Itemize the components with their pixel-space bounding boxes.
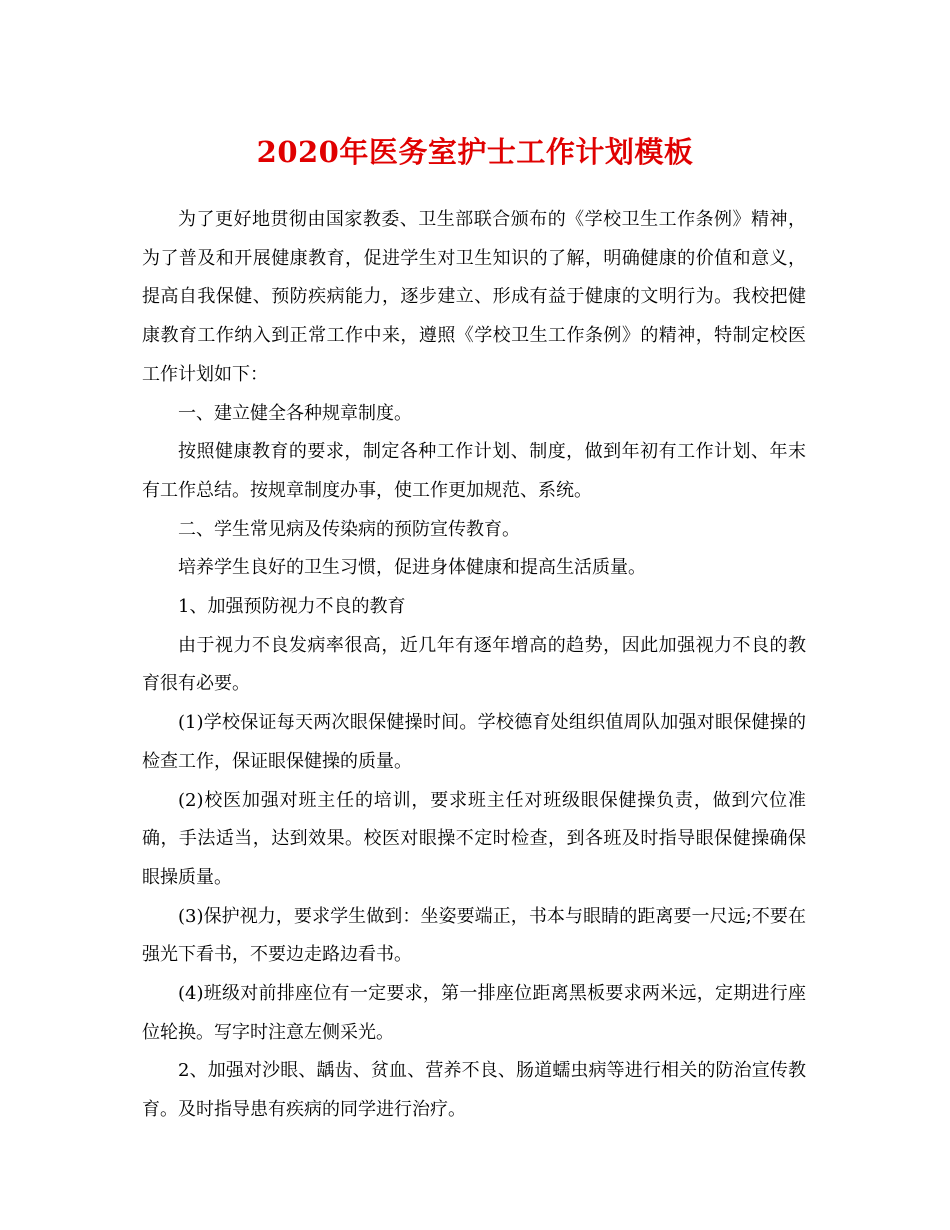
document-title: 2020年医务室护士工作计划模板 (256, 135, 694, 169)
paragraph-intro: 为了更好地贯彻由国家教委、卫生部联合颁布的《学校卫生工作条例》精神，为了普及和开展健康教育，促进学生对卫生知识的了解，明确健康的价值和意义，提高自我保健、预防疾病能力，逐步建立、形成有益于健康的文明行为。我校把健康教育工作纳入到正常工作中来，遵照《学校卫生工作条例》的精神，特制定校医工作计划如下： (142, 209, 806, 385)
list-item: (4)班级对前排座位有一定要求，第一排座位距离黑板要求两米远，定期进行座位轮换。写字时注意左侧采光。 (142, 983, 806, 1043)
paragraph: 按照健康教育的要求，制定各种工作计划、制度，做到年初有工作计划、年末有工作总结。按规章制度办事，使工作更加规范、系统。 (142, 441, 806, 501)
list-item: (2)校医加强对班主任的培训，要求班主任对班级眼保健操负责，做到穴位准确，手法适当，达到效果。校医对眼操不定时检查，到各班及时指导眼保健操确保眼操质量。 (142, 789, 806, 888)
document-body (142, 201, 806, 1130)
paragraph: 培养学生良好的卫生习惯，促进身体健康和提高生活质量。 (178, 557, 646, 579)
list-item: (3)保护视力，要求学生做到：坐姿要端正，书本与眼睛的距离要一尺远;不要在强光下看书，不要边走路边看书。 (142, 905, 806, 966)
section-heading-2: 二、学生常见病及传染病的预防宣传教育。 (178, 518, 520, 540)
section-heading-1: 一、建立健全各种规章制度。 (178, 402, 412, 424)
list-item: (1)学校保证每天两次眼保健操时间。学校德育处组织值周队加强对眼保健操的检查工作，保证眼保健操的质量。 (142, 712, 806, 772)
paragraph: 由于视力不良发病率很高，近几年有逐年增高的趋势，因此加强视力不良的教育很有必要。 (142, 634, 806, 695)
subsection-heading-2: 2、加强对沙眼、龋齿、贫血、营养不良、肠道蠕虫病等进行相关的防治宣传教育。及时指导患有疾病的同学进行治疗。 (142, 1060, 806, 1121)
subsection-heading-1: 1、加强预防视力不良的教育 (178, 596, 406, 618)
